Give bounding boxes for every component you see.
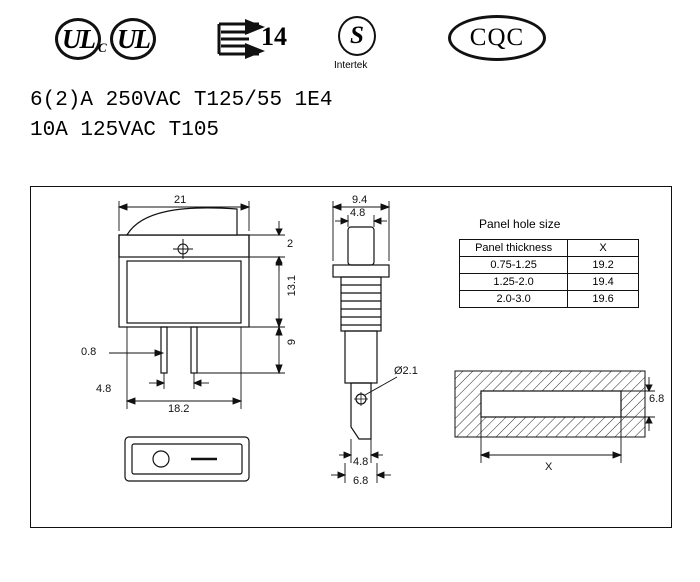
rating-line-1: 6(2)A 250VAC T125/55 1E4 xyxy=(30,89,333,112)
front-view xyxy=(31,187,301,527)
certification-logo-row xyxy=(0,0,700,78)
intertek-s-label: S xyxy=(350,22,364,49)
cqc-mark xyxy=(448,15,546,61)
dim-terminal-thickness: 0.8 xyxy=(81,346,97,358)
dim-cutout-height: 6.8 xyxy=(649,393,665,405)
front-view-drawing xyxy=(31,187,301,527)
electrical-ratings xyxy=(30,86,332,146)
enec-number: 14 xyxy=(261,22,287,51)
ul-recognized-label: UL xyxy=(117,23,149,54)
panel-hole-title: Panel hole size xyxy=(479,217,561,231)
table-row xyxy=(460,291,639,308)
cell-thickness: 0.75-1.25 xyxy=(460,257,568,274)
cqc-label: CQC xyxy=(469,24,525,51)
dim-terminal-width: 4.8 xyxy=(353,456,369,468)
intertek-s-mark xyxy=(334,16,380,71)
dim-terminal-length: 9 xyxy=(286,339,298,346)
table-row xyxy=(460,257,639,274)
table-header-row xyxy=(460,240,639,257)
dim-terminal-hole: Ø2.1 xyxy=(394,365,418,377)
ul-listed-icon xyxy=(55,18,101,60)
cell-thickness: 1.25-2.0 xyxy=(460,274,568,291)
dim-actuator-width: 4.8 xyxy=(350,207,366,219)
enec-icon xyxy=(215,16,263,60)
cell-x: 19.4 xyxy=(568,274,639,291)
intertek-caption: Intertek xyxy=(334,60,368,71)
cqc-icon xyxy=(448,15,546,61)
dim-body-width: 18.2 xyxy=(168,403,190,415)
dim-terminal-spacing: 4.8 xyxy=(96,383,112,395)
drawing-frame xyxy=(30,186,672,528)
ul-recognized-icon xyxy=(110,18,156,60)
panel-hole-table xyxy=(459,239,639,308)
dim-cutout-width: X xyxy=(545,461,553,473)
panel-hole-section xyxy=(441,187,671,527)
dim-body-height: 13.1 xyxy=(286,275,298,297)
ul-listed-mark xyxy=(55,18,101,60)
table-row xyxy=(460,274,639,291)
col-x: X xyxy=(568,240,639,257)
ul-c-subscript: C xyxy=(98,40,107,55)
cell-x: 19.2 xyxy=(568,257,639,274)
dim-bezel-height: 2 xyxy=(287,238,294,250)
cell-thickness: 2.0-3.0 xyxy=(460,291,568,308)
dim-side-width: 9.4 xyxy=(352,194,368,206)
enec-mark xyxy=(215,16,285,60)
panel-cutout-drawing xyxy=(441,363,671,503)
ul-listed-label: UL xyxy=(62,23,94,54)
col-panel-thickness: Panel thickness xyxy=(460,240,568,257)
ul-recognized-mark xyxy=(98,18,156,60)
dim-base-width: 6.8 xyxy=(353,475,369,487)
intertek-s-icon xyxy=(338,16,376,56)
rating-line-2: 10A 125VAC T105 xyxy=(30,119,220,142)
dim-front-width: 21 xyxy=(174,194,187,206)
side-view xyxy=(301,187,431,527)
cell-x: 19.6 xyxy=(568,291,639,308)
